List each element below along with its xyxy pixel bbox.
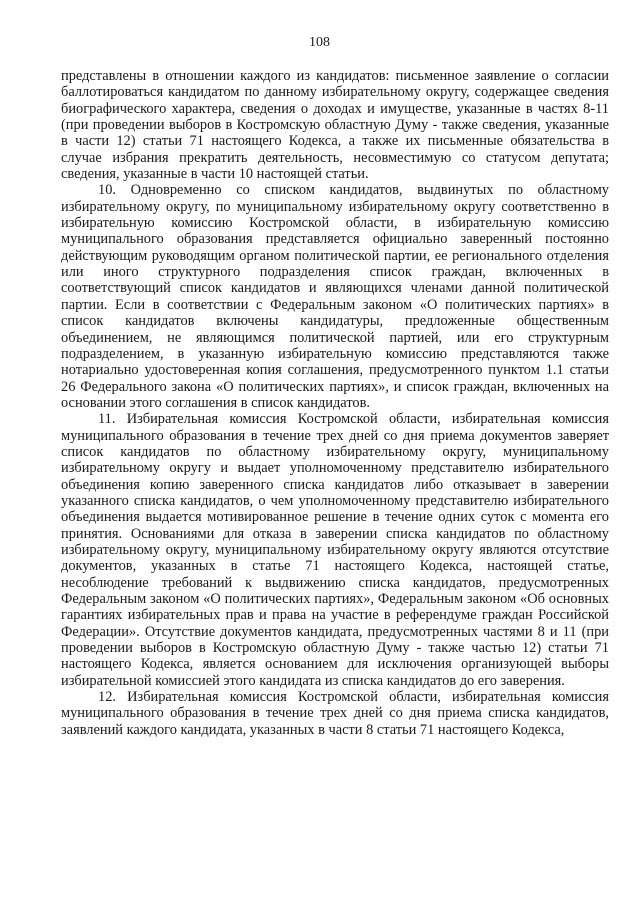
document-body [61, 68, 609, 738]
paragraph-item-11: 11. Избирательная комиссия Костромской области, избирательная комиссия муниципального образования в течение трех дней со дня приема документов заверяет список кандидатов по областному избирательному округу, муниципальному избирательному округу и выдает уполномоченному представителю избирательного объединения копию заверенного списка кандидатов либо отказывает в заверении указанного списка кандидатов, о чем уполномоченному представителю избирательного объединения выдается мотивированное решение в течение одних суток с момента его принятия. Основаниями для отказа в заверении списка кандидатов по областному избирательному округу, муниципальному избирательному округу являются отсутствие документов, указанных в статье 71 настоящего Кодекса, настоящей статье, несоблюдение требований к выдвижению списка кандидатов, предусмотренных Федеральным законом «О политических партиях», Федеральным законом «Об основных гарантиях избирательных прав и права на участие в референдуме граждан Российской Федерации». Отсутствие документов кандидата, предусмотренных частями 8 и 11 (при проведении выборов в Костромскую областную Думу - также частью 12) статьи 71 настоящего Кодекса, является основанием для исключения организующей выборы избирательной комиссией этого кандидата из списка кандидатов до его заверения. [61, 411, 609, 689]
page-number: 108 [309, 35, 330, 50]
paragraph-item-10: 10. Одновременно со списком кандидатов, выдвинутых по областному избирательному округу, по муниципальному избирательному округу соответственно в избирательную комиссию Костромской области, в избирательную комиссию муниципального образования представляется официально заверенный постоянно действующим руководящим органом политической партии, ее регионального отделения или иного структурного подразделения список граждан, включенных в соответствующий список кандидатов и являющихся членами данной политической партии. Если в соответствии с Федеральным законом «О политических партиях» в список кандидатов включены кандидатуры, предложенные общественным объединением, не являющимся политической партией, или его структурным подразделением, в указанную избирательную комиссию представляются также нотариально удостоверенная копия соглашения, предусмотренного пунктом 1.1 статьи 26 Федерального закона «О политических партиях», и список граждан, включенных на основании этого соглашения в список кандидатов. [61, 182, 609, 411]
paragraph-continuation: представлены в отношении каждого из кандидатов: письменное заявление о согласии баллотироваться кандидатом по данному избирательному округу, содержащее сведения биографического характера, сведения о доходах и имуществе, указанные в частях 8-11 (при проведении выборов в Костромскую областную Думу - также сведения, указанные в части 12) статьи 71 настоящего Кодекса, а также их письменные обязательства в случае избрания прекратить деятельность, несовместимую со статусом депутата; сведения, указанные в части 10 настоящей статьи. [61, 68, 609, 183]
paragraph-item-12: 12. Избирательная комиссия Костромской области, избирательная комиссия муниципального образования в течение трех дней со дня приема списка кандидатов, заявлений каждого кандидата, указанных в части 8 статьи 71 настоящего Кодекса, [61, 689, 609, 738]
